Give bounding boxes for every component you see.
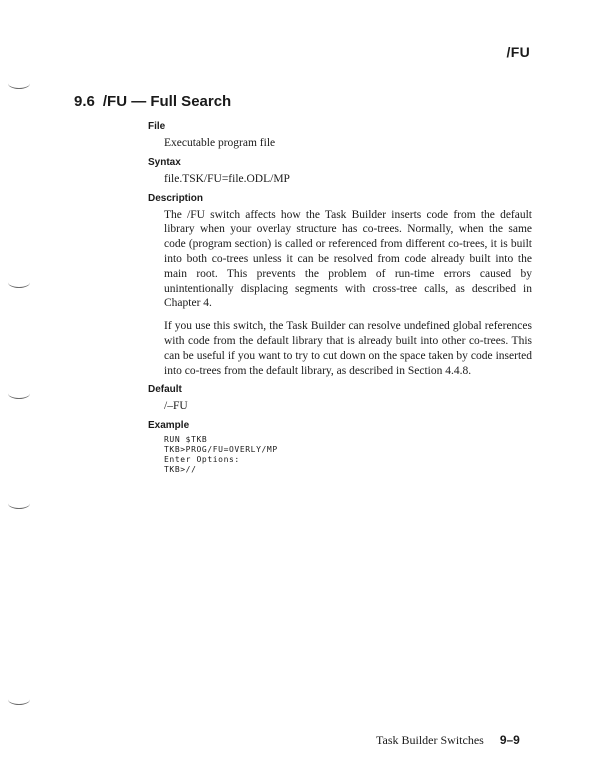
content	[148, 121, 532, 481]
code-line: TKB>//	[164, 465, 197, 475]
default-heading: Default	[148, 384, 182, 396]
footer-label: Task Builder Switches	[376, 733, 484, 747]
binder-hole-mark	[8, 277, 30, 288]
section-number: 9.6	[74, 93, 95, 110]
binder-hole-mark	[8, 388, 30, 399]
default-block	[148, 384, 532, 414]
syntax-heading: Syntax	[148, 156, 181, 168]
code-line: RUN $TKB	[164, 435, 208, 445]
page-number: 9–9	[499, 733, 520, 747]
syntax-block	[148, 157, 532, 187]
section-title-text: /FU — Full Search	[102, 93, 232, 110]
description-heading: Description	[148, 192, 204, 204]
default-text: /–FU	[164, 400, 188, 413]
description-block	[148, 193, 532, 379]
example-heading: Example	[148, 420, 190, 432]
binder-hole-mark	[8, 694, 30, 705]
file-heading: File	[148, 121, 166, 132]
section-title	[74, 93, 231, 110]
page-footer	[376, 733, 520, 748]
description-paragraph-1: The /FU switch affects how the Task Builder inserts code from the default library when your overlay structure has co-trees. Normally, when the same code (program section) is called or referenced from different co-trees, it is built into both co-trees unless it can be resolved from code already built into the main root. This prevents the problem of run-time errors caused by unintentionally displacing segments with cross-tree calls, as described in Chapter 4.	[164, 208, 532, 310]
syntax-text: file.TSK/FU=file.ODL/MP	[164, 172, 290, 185]
file-text: Executable program file	[164, 137, 276, 149]
example-block	[148, 420, 532, 475]
code-line: Enter Options:	[164, 455, 240, 465]
description-paragraph-2: If you use this switch, the Task Builder can resolve undefined global references with code from the default library that is already built into other co-trees. This can be useful if you want to try to cut down on the space taken by code inserted into co-trees from the default library, as described in Section 4.4.8.	[164, 320, 532, 377]
binder-hole-mark	[8, 498, 30, 509]
binder-hole-mark	[8, 78, 30, 89]
code-line: TKB>PROG/FU=OVERLY/MP	[164, 445, 278, 455]
example-code	[164, 435, 532, 475]
running-head: /FU	[506, 44, 530, 60]
file-block	[148, 121, 532, 151]
